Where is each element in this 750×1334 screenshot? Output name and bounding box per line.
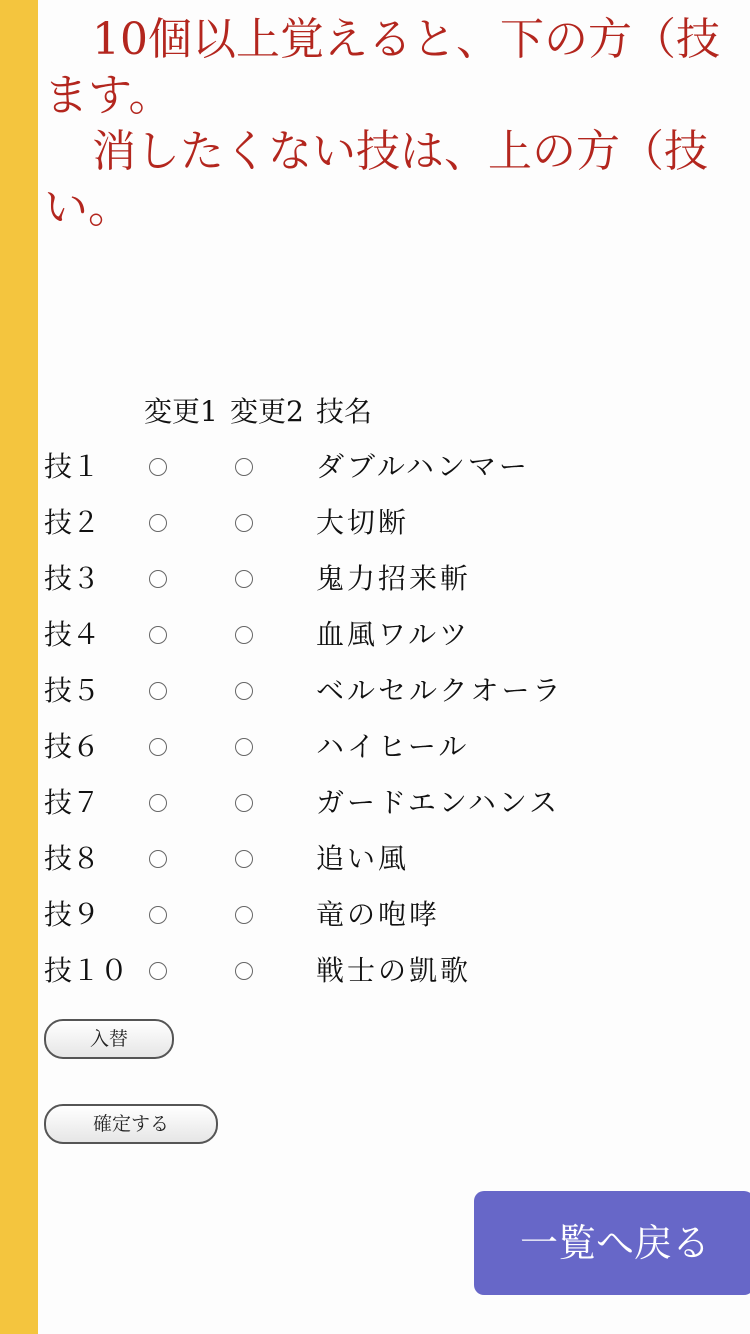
move-number-label: 技１０ xyxy=(44,954,129,987)
move-name: 血風ワルツ xyxy=(316,618,471,651)
change-1-cell xyxy=(144,717,230,773)
move-number-label: 技８ xyxy=(44,842,101,875)
change-2-radio-icon[interactable] xyxy=(235,626,253,644)
change-1-cell xyxy=(144,829,230,885)
change-2-cell xyxy=(230,941,316,997)
change-2-radio-icon[interactable] xyxy=(235,906,253,924)
instruction-paragraph-1 xyxy=(44,12,750,124)
change-1-radio-icon[interactable] xyxy=(149,794,167,812)
change-2-radio-icon[interactable] xyxy=(235,570,253,588)
main-content xyxy=(44,0,750,1334)
header-change-2: 変更2 xyxy=(230,395,304,428)
instruction-line: 消したくない技は、上の方（技 xyxy=(92,126,708,177)
move-name: 戦士の凱歌 xyxy=(316,954,472,987)
instruction-notice xyxy=(44,12,750,236)
change-2-radio-icon[interactable] xyxy=(235,738,253,756)
change-2-cell xyxy=(230,885,316,941)
move-name: ベルセルクオーラ xyxy=(316,674,564,707)
move-rows xyxy=(44,437,736,997)
change-1-radio-icon[interactable] xyxy=(149,682,167,700)
move-number-label: 技７ xyxy=(44,786,101,819)
table-header-row xyxy=(44,383,736,437)
change-1-cell xyxy=(144,437,230,493)
move-number-label: 技１ xyxy=(44,450,101,483)
table-row xyxy=(44,605,736,661)
move-name: 追い風 xyxy=(316,842,410,875)
change-1-cell xyxy=(144,941,230,997)
table-row xyxy=(44,941,736,997)
header-move-name: 技名 xyxy=(316,395,373,428)
instruction-paragraph-2 xyxy=(44,124,750,236)
instruction-line: ます。 xyxy=(44,70,173,121)
change-1-radio-icon[interactable] xyxy=(149,458,167,476)
change-1-cell xyxy=(144,549,230,605)
change-1-cell xyxy=(144,493,230,549)
change-1-cell xyxy=(144,605,230,661)
change-1-radio-icon[interactable] xyxy=(149,626,167,644)
left-accent-bar xyxy=(0,0,38,1334)
change-2-radio-icon[interactable] xyxy=(235,850,253,868)
change-2-cell xyxy=(230,437,316,493)
change-1-radio-icon[interactable] xyxy=(149,962,167,980)
change-2-radio-icon[interactable] xyxy=(235,458,253,476)
move-number-label: 技３ xyxy=(44,562,101,595)
confirm-button[interactable]: 確定する xyxy=(44,1104,218,1144)
change-1-cell xyxy=(144,773,230,829)
change-2-cell xyxy=(230,549,316,605)
change-1-radio-icon[interactable] xyxy=(149,906,167,924)
instruction-line: 10個以上覚えると、下の方（技 xyxy=(92,14,720,65)
instruction-line: い。 xyxy=(44,182,132,233)
change-2-radio-icon[interactable] xyxy=(235,682,253,700)
back-to-list-button[interactable]: 一覧へ戻る xyxy=(474,1191,750,1295)
move-name: ダブルハンマー xyxy=(316,450,530,483)
change-1-radio-icon[interactable] xyxy=(149,514,167,532)
change-1-radio-icon[interactable] xyxy=(149,850,167,868)
change-2-cell xyxy=(230,493,316,549)
change-2-cell xyxy=(230,829,316,885)
change-2-radio-icon[interactable] xyxy=(235,514,253,532)
table-row xyxy=(44,829,736,885)
move-number-label: 技６ xyxy=(44,730,101,763)
move-name: 大切断 xyxy=(316,506,410,539)
table-row xyxy=(44,773,736,829)
change-2-radio-icon[interactable] xyxy=(235,794,253,812)
change-1-radio-icon[interactable] xyxy=(149,738,167,756)
move-number-label: 技５ xyxy=(44,674,101,707)
move-number-label: 技９ xyxy=(44,898,101,931)
table-row xyxy=(44,717,736,773)
table-row xyxy=(44,549,736,605)
table-row xyxy=(44,493,736,549)
table-row xyxy=(44,437,736,493)
change-1-radio-icon[interactable] xyxy=(149,570,167,588)
change-2-cell xyxy=(230,605,316,661)
swap-button[interactable]: 入替 xyxy=(44,1019,174,1059)
move-name: 竜の咆哮 xyxy=(316,898,441,931)
move-name: ガードエンハンス xyxy=(316,786,561,819)
table-row xyxy=(44,661,736,717)
header-move-number xyxy=(44,383,144,437)
move-name: 鬼力招来斬 xyxy=(316,562,472,595)
move-number-label: 技４ xyxy=(44,618,101,651)
table-row xyxy=(44,885,736,941)
change-1-cell xyxy=(144,661,230,717)
move-list-table xyxy=(44,383,736,997)
header-change-1: 変更1 xyxy=(144,395,218,428)
change-2-radio-icon[interactable] xyxy=(235,962,253,980)
change-2-cell xyxy=(230,717,316,773)
change-2-cell xyxy=(230,661,316,717)
change-1-cell xyxy=(144,885,230,941)
change-2-cell xyxy=(230,773,316,829)
move-number-label: 技２ xyxy=(44,506,101,539)
move-name: ハイヒール xyxy=(316,730,470,763)
